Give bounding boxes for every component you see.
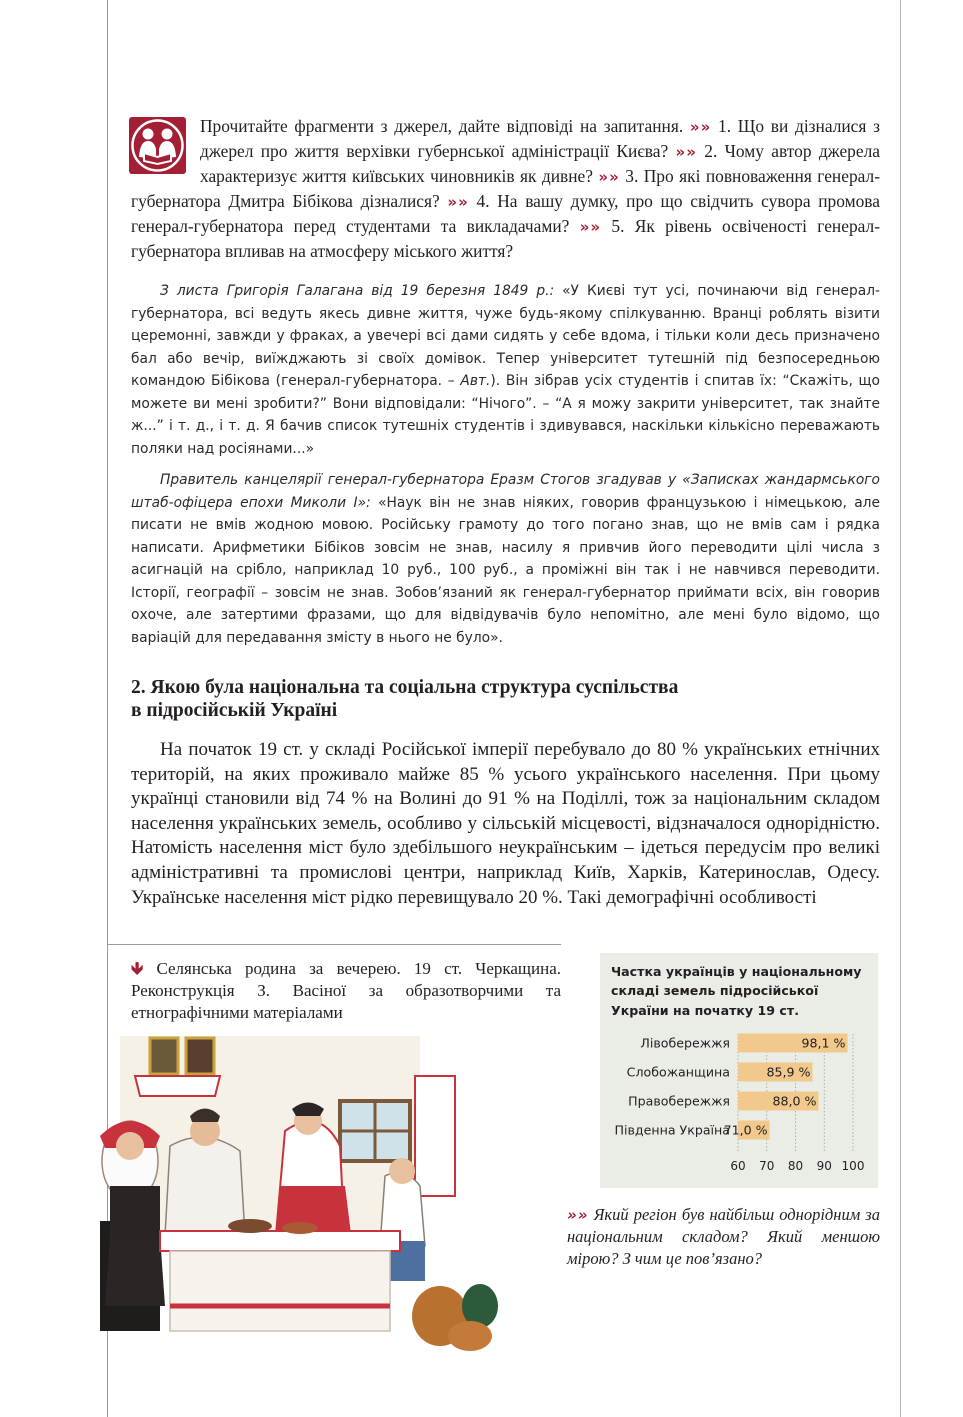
author-note: Авт.	[460, 373, 491, 389]
question-2: 2. Чому автор джерела характеризує життя київських чиновників як дивне?	[200, 141, 880, 186]
source-quote-2	[131, 469, 880, 649]
source-1-attribution: З листа Григорія Галагана від 19 березня 1849 р.:	[160, 283, 555, 299]
question-marker: »	[567, 1206, 574, 1224]
chart-title: Частка українців у національному складі земель підросійської України на початку 19 ст.	[611, 964, 862, 1018]
x-tick-label: 80	[787, 1159, 804, 1173]
bar-chart	[600, 1020, 878, 1180]
task-intro: Прочитайте фрагменти з джерел, дайте відповіді на запитання.	[200, 116, 684, 136]
x-tick-label: 60	[730, 1159, 746, 1173]
data-label: 71,0 %	[723, 1122, 768, 1138]
category-label: Південна Україна	[614, 1122, 730, 1138]
section-paragraph: На початок 19 ст. у складі Російської імперії перебувало до 80 % українських етнічних територій, на яких проживало майже 85 % усього українського населення. При цьому українці становили від 74 % на Волині до 91 % на Поділлі, тож за національним складом населення українських земель, особливо у сільській місцевості, відзначалося однорідністю. Натомість населення міст було здебільшого неукраїнським – ідеться передусім про великі адміністративні та промислові центри, наприклад Київ, Харків, Катеринослав, Одесу. Українське населення міст рідко перевищувало 20 %. Такі демографічні особливості	[131, 739, 880, 908]
question-marker: »	[447, 193, 455, 211]
question-marker: »	[689, 118, 697, 136]
source-2-text: «Наук він не знав ніяких, говорив французькою і німецькою, але писати не вмів жодною мовою. Російську грамоту до того погано знав, що не вмів сам і рядка написати. Арифметики Бібіков зовсім не знав, насилу я привчив його переводити цілі числа з асигнацій на срібло, наприклад 10 руб., 100 руб., а проміжні він так і не навчився переводити. Історії, географії – зовсім не знав. Зобов’язаний як генерал-губернатор приймати всіх, він говорив охоче, але затертими фразами, що для відвідувачів було непомітно, але мені було відомо, що варіацій для передавання змісту в нього не було».	[131, 494, 880, 646]
question-3: 3. Про які повноваження генерал-губернатора Дмитра Бібікова дізналися?	[131, 166, 880, 211]
category-label: Слобожанщина	[626, 1064, 730, 1080]
question-1: 1. Що ви дізналися з джерел про життя верхівки губернської адміністрації Києва?	[200, 116, 880, 161]
category-label: Правобережжя	[628, 1093, 730, 1109]
data-label: 98,1 %	[801, 1035, 846, 1051]
source-quote-1	[131, 280, 880, 460]
peasant-family-illustration	[40, 1036, 510, 1366]
illustration-caption: 🡻 Селянська родина за вечерею. 19 ст. Черкащина. Реконструкція З. Васіної за образотворчими та етнографічними матеріалами	[131, 959, 562, 1022]
question-marker: »	[675, 143, 683, 161]
chart-question: » » Який регіон був найбільш однорідним за національним складом? Який меншою мірою? З чим це пов’язано?	[567, 1205, 880, 1268]
caption-divider	[107, 944, 561, 945]
category-label: Лівобережжя	[640, 1035, 730, 1051]
section-heading: 2. Якою була національна та соціальна структура суспільства в підросійській Україні	[131, 677, 679, 721]
x-tick-label: 90	[816, 1159, 832, 1173]
task-paragraph: Прочитайте фрагменти з джерел, дайте відповіді на запитання. » » 1. Що ви дізналися з джерел про життя верхівки губернської адміністрації Києва? » » 2. Чому автор джерела характеризує життя київських чиновників як дивне? » » 3. Про які повноваження генерал-губернатора Дмитра Бібікова дізналися? » » 4. На вашу думку, про що свідчить сувора промова генерал-губернатора перед студентами та викладачами? » » 5. Як рівень освіченості генерал-губернатора впливав на атмосферу міського життя?	[131, 116, 880, 261]
source-1-text-end: ). Він зібрав усіх студентів і спитав їх: “Скажіть, що можете ви мені зробити?” Вони відповідали: “Нічого”. – “А я можу закрити університет, так знайте ж...” і т. д., і т. д. Я бачив список тутешніх студентів і здивувався, наскільки кількісно переважають поляки над росіянами...»	[131, 373, 880, 457]
x-tick-label: 100	[841, 1159, 865, 1173]
arrow-down-icon: 🡻	[131, 959, 144, 979]
source-2-attribution: Правитель канцелярії генерал-губернатора Еразм Стогов згадував у «Записках жандармського штаб-офіцера епохи Миколи I»:	[131, 472, 880, 511]
x-tick-label: 70	[759, 1159, 775, 1173]
source-1-text: «У Києві тут усі, починаючи від генерал-губернатора, всі ведуть якесь дивне життя, чуже будь-якому спілкуванню. Вранці роблять візити церемонні, завжди у фраках, а увечері всі дами сидять у себе вдома, і тільки коли десь призначено бал або вечір, виїжджають зі своїх домівок. Тепер університет тутешній під безпосередньою командою Бібікова (генерал-губернатора. –	[131, 283, 880, 389]
question-4: 4. На вашу думку, про що свідчить сувора промова генерал-губернатора перед студентами та викладачами?	[131, 191, 880, 236]
question-marker: »	[598, 168, 606, 186]
data-label: 88,0 %	[772, 1093, 817, 1109]
question-marker: »	[579, 218, 587, 236]
question-5: 5. Як рівень освіченості генерал-губернатора впливав на атмосферу міського життя?	[131, 216, 880, 261]
right-margin-rule	[900, 0, 901, 1417]
data-label: 85,9 %	[766, 1064, 811, 1080]
